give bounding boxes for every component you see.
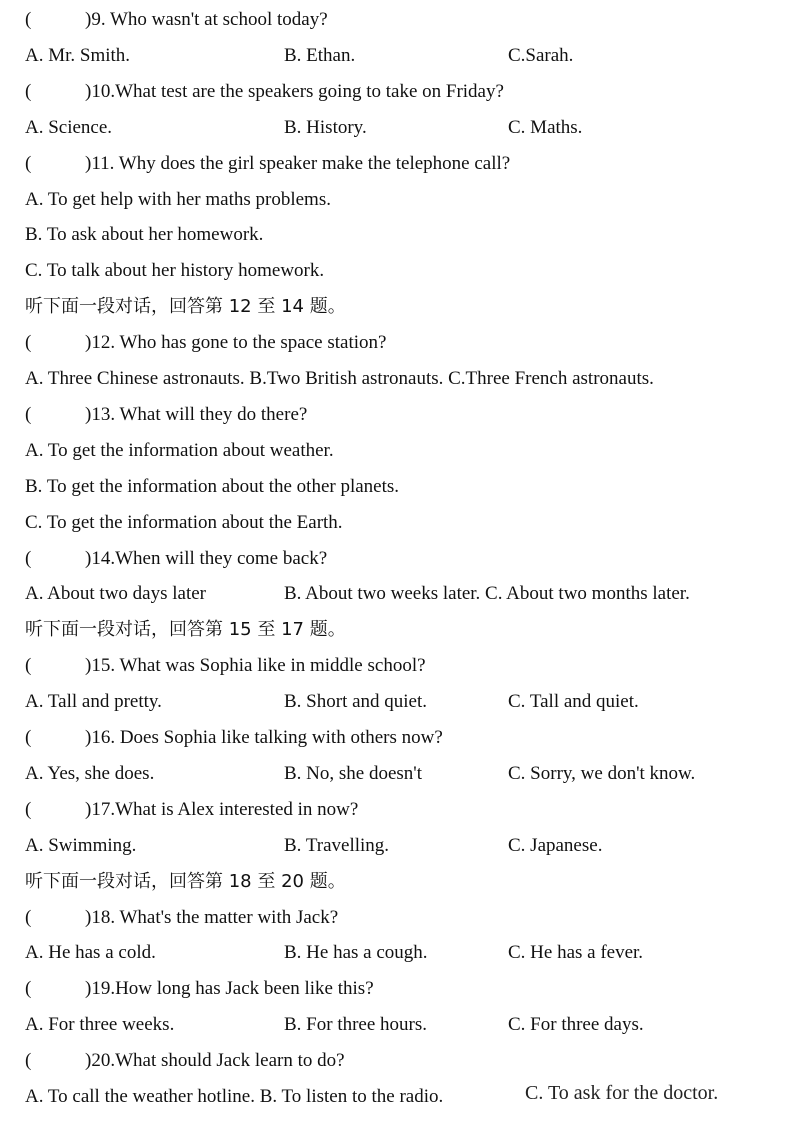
option-b: B. For three hours. (284, 1014, 428, 1036)
option-line: B. To get the information about the other planets. (25, 475, 400, 497)
option-b-c: B. About two weeks later. C. About two months later. (284, 583, 690, 605)
option-c: C. Japanese. (508, 834, 603, 856)
question-line (25, 726, 443, 750)
option-c: C. Tall and quiet. (508, 691, 639, 713)
question-line (25, 403, 307, 427)
question-line (25, 80, 504, 104)
answer-blank: ( (25, 403, 32, 425)
question-text: )12. Who has gone to the space station? (85, 332, 387, 354)
question-line (25, 654, 426, 678)
answer-blank: ( (25, 9, 32, 30)
question-text: )17.What is Alex interested in now? (85, 798, 359, 820)
question-line (25, 8, 328, 32)
option-a: A. Tall and pretty. (25, 691, 162, 713)
option-line: A. To get help with her maths problems. (25, 188, 331, 210)
option-c: C. To ask for the doctor. (525, 1082, 719, 1104)
answer-blank: ( (25, 727, 32, 748)
option-a: A. He has a cold. (25, 942, 156, 964)
option-b: B. History. (284, 116, 367, 138)
question-text: )20.What should Jack learn to do? (85, 1050, 345, 1072)
option-b: B. Travelling. (284, 834, 390, 856)
section-heading: 听下面一段对话，回答第 15 至 17 题。 (25, 619, 346, 641)
answer-blank: ( (25, 332, 32, 354)
question-line (25, 1049, 345, 1073)
option-a: A. Mr. Smith. (25, 44, 131, 66)
option-b: B. Short and quiet. (284, 691, 428, 713)
option-b: B. Ethan. (284, 44, 356, 66)
question-text: )18. What's the matter with Jack? (85, 906, 339, 928)
question-text: )16. Does Sophia like talking with others now? (85, 727, 443, 748)
option-c: C. Maths. (508, 116, 583, 138)
question-text: )10.What test are the speakers going to take on Friday? (85, 80, 504, 102)
answer-blank: ( (25, 978, 32, 1000)
option-a: A. Yes, she does. (25, 762, 155, 784)
option-b: B. He has a cough. (284, 942, 428, 964)
question-line (25, 331, 386, 355)
option-c: C. He has a fever. (508, 942, 644, 964)
option-line: B. To ask about her homework. (25, 224, 264, 246)
question-line (25, 906, 338, 930)
option-a: A. Swimming. (25, 834, 137, 856)
option-c: C.Sarah. (508, 44, 574, 66)
section-heading: 听下面一段对话，回答第 12 至 14 题。 (25, 296, 346, 318)
option-line: C. To get the information about the Earth. (25, 511, 343, 533)
option-line: C. To talk about her history homework. (25, 260, 325, 282)
option-c: C. For three days. (508, 1014, 644, 1036)
question-text: )14.When will they come back? (85, 547, 328, 569)
section-heading: 听下面一段对话，回答第 18 至 20 题。 (25, 870, 346, 892)
question-line (25, 547, 327, 571)
question-text: )13. What will they do there? (85, 403, 308, 425)
option-a: A. About two days later (25, 583, 207, 605)
option-a-b: A. To call the weather hotline. B. To listen to the radio. (25, 1086, 444, 1107)
option-line: A. To get the information about weather. (25, 439, 334, 461)
answer-blank: ( (25, 547, 32, 569)
question-line (25, 798, 358, 822)
option-a: A. Science. (25, 116, 113, 138)
answer-blank: ( (25, 152, 32, 174)
question-text: )15. What was Sophia like in middle school? (85, 655, 426, 677)
answer-blank: ( (25, 906, 32, 928)
answer-blank: ( (25, 655, 32, 677)
option-c: C. Sorry, we don't know. (508, 762, 696, 784)
answer-blank: ( (25, 798, 32, 820)
question-text: )19.How long has Jack been like this? (85, 978, 374, 1000)
option-a: A. For three weeks. (25, 1014, 175, 1036)
question-text: )11. Why does the girl speaker make the telephone call? (85, 152, 511, 174)
answer-blank: ( (25, 80, 32, 102)
option-b: B. No, she doesn't (284, 762, 423, 784)
answer-blank: ( (25, 1050, 32, 1072)
option-line: A. Three Chinese astronauts. B.Two British astronauts. C.Three French astronauts. (25, 368, 654, 389)
question-text: )9. Who wasn't at school today? (85, 9, 328, 30)
question-line (25, 152, 510, 176)
question-line (25, 977, 374, 1001)
